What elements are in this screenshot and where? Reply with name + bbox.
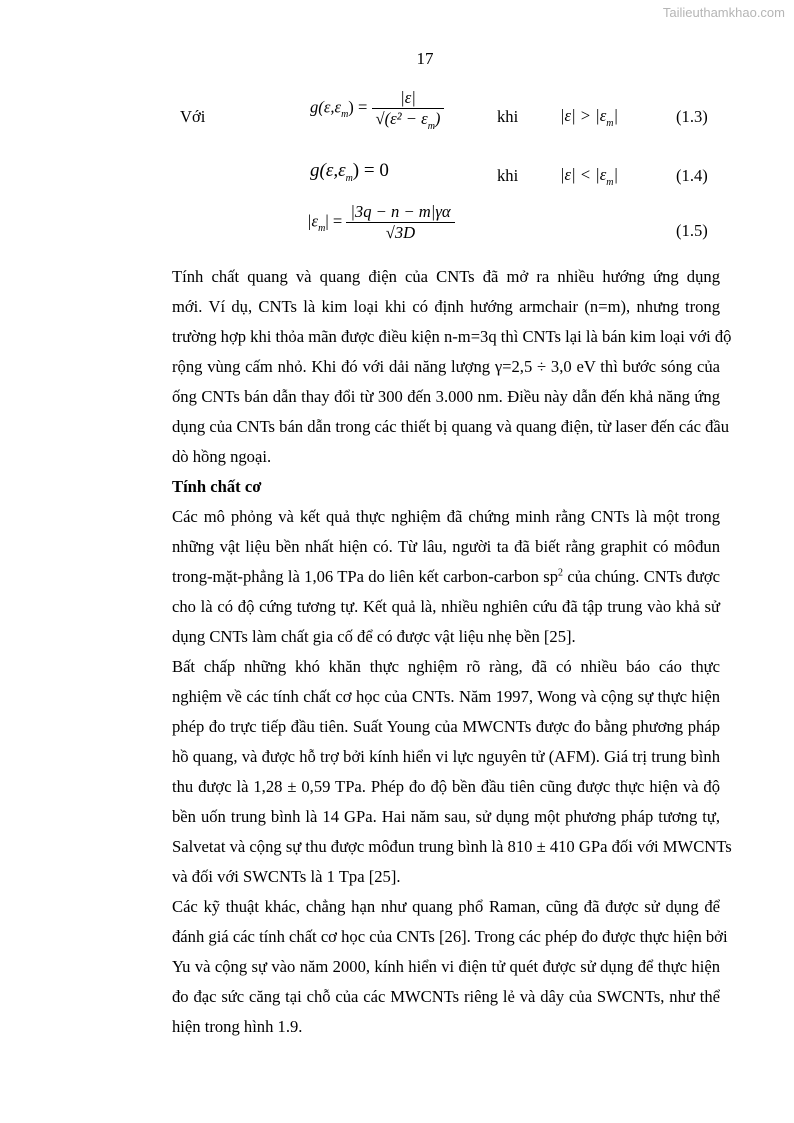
equation-1-4 xyxy=(310,160,389,182)
paragraph-line: dò hồng ngoại. xyxy=(172,447,272,466)
eq-fraction xyxy=(372,88,445,132)
paragraph-line: Các kỹ thuật khác, chẳng hạn như quang phổ Raman, cũng đã được sử dụng để xyxy=(172,897,720,916)
eq-lhs-end: | = xyxy=(325,211,343,231)
eq-number-1-4: (1.4) xyxy=(676,166,708,185)
eq-sub: m xyxy=(341,109,349,121)
paragraph-line: rộng vùng cấm nhỏ. Khi đó với dải năng lượng γ=2,5 ÷ 3,0 eV thì bước sóng của xyxy=(172,357,720,376)
eq-numerator: |3q − n − m|γα xyxy=(346,202,454,223)
paragraph xyxy=(172,652,732,892)
paragraph-line: đo đạc sức căng tại chỗ của các MWCNTs riêng lẻ và dây của SWCNTs, như thể xyxy=(172,987,720,1006)
khi-label: khi xyxy=(497,107,519,126)
paragraph-line: phép đo trực tiếp đầu tiên. Suất Young của MWCNTs được đo bằng phương pháp xyxy=(172,717,720,736)
paragraph-line: hồ quang, và được hỗ trợ bởi kính hiển vi lực nguyên tử (AFM). Giá trị trung bình xyxy=(172,747,720,766)
eq-numerator: |ε| xyxy=(372,88,445,109)
cond-sub: m xyxy=(606,118,614,129)
paragraph-line: và đối với SWCNTs là 1 Tpa [25]. xyxy=(172,867,401,886)
eq-lhs: |ε xyxy=(307,211,319,231)
paragraph-line: dụng CNTs làm chất gia cố để có được vật liệu nhẹ bền [25]. xyxy=(172,627,576,646)
paragraph-line: dụng của CNTs bán dẫn trong các thiết bị quang và quang điện, từ laser đến các đầu xyxy=(172,417,730,436)
paragraph xyxy=(172,502,720,652)
khi-label: khi xyxy=(497,166,519,185)
watermark: Tailieuthamkhao.com xyxy=(662,5,785,20)
eq-fraction xyxy=(346,202,454,243)
paragraph-line: nghiệm về các tính chất cơ học của CNTs. Năm 1997, Wong và cộng sự thực hiện xyxy=(172,687,720,706)
eq-den-sub: m xyxy=(427,121,435,132)
paragraph-line: trong-mặt-phẳng là 1,06 TPa do liên kết carbon-carbon $sp^2$ của chúng. CNTs được xyxy=(172,567,720,586)
paragraph-line: thu được là 1,28 ± 0,59 TPa. Phép đo độ bền đầu tiên cũng được thực hiện và độ xyxy=(172,777,720,796)
eq-lhs-end: ) = xyxy=(348,97,368,117)
superscript: 2 xyxy=(558,567,563,579)
equation-1-3 xyxy=(310,88,444,132)
paragraph-line: Tính chất quang và quang điện của CNTs đã mở ra nhiều hướng ứng dụng xyxy=(172,267,720,286)
paragraph-line: đánh giá các tính chất cơ học của CNTs [26]. Trong các phép đo được thực hiện bởi xyxy=(172,927,728,946)
cond-end: | xyxy=(613,106,619,125)
cond: |ε| > |ε xyxy=(560,106,607,125)
eq-sub: m xyxy=(345,173,353,184)
eq-den-end: ) xyxy=(434,109,441,128)
paragraph-line: trường hợp khi thỏa mãn được điều kiện n-m=3q thì CNTs lại là bán kim loại với độ xyxy=(172,327,732,346)
paragraph-line: những vật liệu bền nhất hiện có. Từ lâu, người ta đã biết rằng graphit có môđun xyxy=(172,537,720,556)
paragraph xyxy=(172,262,732,472)
eq-lhs: g(ε,ε xyxy=(310,160,346,181)
page-number: 17 xyxy=(416,49,434,68)
paragraph-line: Salvetat và cộng sự thu được môđun trung bình là 810 ± 410 GPa đối với MWCNTs xyxy=(172,837,732,856)
cond-sub: m xyxy=(606,177,614,188)
cond: |ε| < |ε xyxy=(560,165,607,184)
eq-lhs-end: ) = 0 xyxy=(352,160,389,181)
paragraph-line: Yu và cộng sự vào năm 2000, kính hiển vi điện tử quét được sử dụng để thực hiện xyxy=(172,957,720,976)
eq-14-condition xyxy=(560,165,619,188)
eq-number-1-5: (1.5) xyxy=(676,221,708,240)
with-label: Với xyxy=(180,107,206,126)
eq-number-1-3: (1.3) xyxy=(676,107,708,126)
eq-denominator: √3D xyxy=(385,223,416,242)
eq-denominator: √(ε² − ε xyxy=(375,109,428,128)
paragraph-line: cho là có độ cứng tương tự. Kết quả là, nhiều nghiên cứu đã tập trung vào khả sử xyxy=(172,597,720,616)
eq-lhs: g(ε,ε xyxy=(310,97,342,117)
eq-13-condition xyxy=(560,106,619,129)
equation-1-5 xyxy=(307,202,455,243)
section-heading: Tính chất cơ xyxy=(172,477,262,496)
paragraph xyxy=(172,892,728,1042)
paragraph-line: Bất chấp những khó khăn thực nghiệm rõ ràng, đã có nhiều báo cáo thực xyxy=(172,657,720,676)
paragraph-line: hiện trong hình 1.9. xyxy=(172,1017,303,1036)
paragraph-line: Các mô phỏng và kết quả thực nghiệm đã chứng minh rằng CNTs là một trong xyxy=(172,507,720,526)
eq-sub: m xyxy=(318,223,326,235)
paragraph-line: ống CNTs bán dẫn thay đổi từ 300 đến 3.000 nm. Điều này dẫn đến khả năng ứng xyxy=(172,387,720,406)
paragraph-line: bền uốn trung bình là 14 GPa. Hai năm sau, sử dụng một phương pháp tương tự, xyxy=(172,807,720,826)
cond-end: | xyxy=(613,165,619,184)
paragraph-line: mới. Ví dụ, CNTs là kim loại khi có định hướng armchair (n=m), nhưng trong xyxy=(172,297,720,316)
